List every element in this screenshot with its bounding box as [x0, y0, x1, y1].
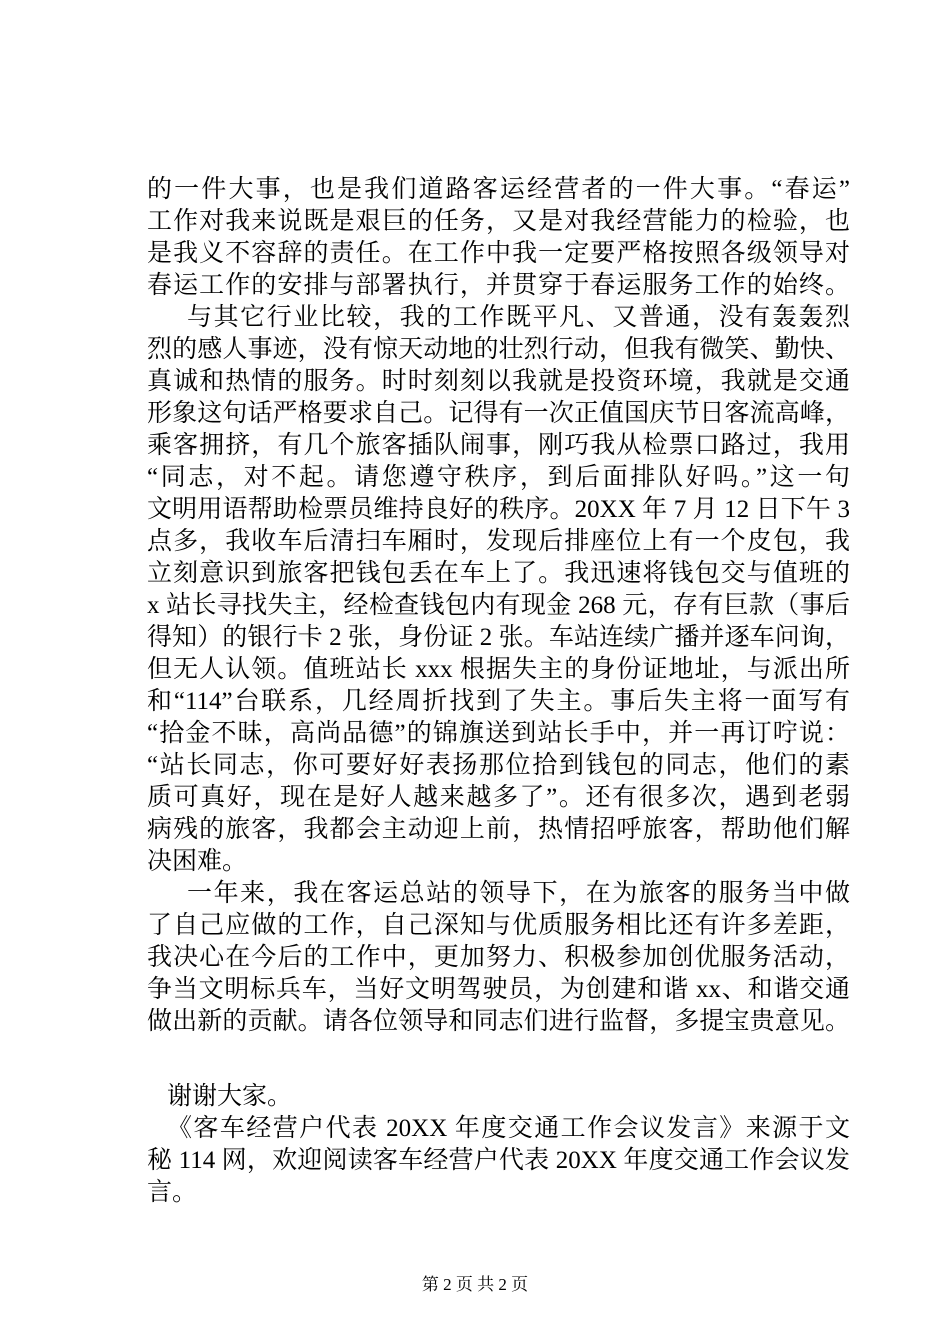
- body-text-line: “拾金不昧，高尚品德”的锦旗送到站长手中，并一再订咛说：: [147, 720, 850, 747]
- paragraph: [147, 174, 850, 302]
- body-text-line: 真诚和热情的服务。时时刻刻以我就是投资环境，我就是交通: [147, 368, 850, 395]
- body-text-line: 立刻意识到旅客把钱包丢在车上了。我迅速将钱包交与值班的: [147, 560, 850, 587]
- source-note: [147, 1113, 850, 1209]
- body-text-line: 点多，我收车后清扫车厢时，发现后排座位上有一个皮包，我: [147, 528, 850, 555]
- body-text-line: 病残的旅客，我都会主动迎上前，热情招呼旅客，帮助他们解: [147, 816, 850, 843]
- body-text-line: 了自己应做的工作，自己深知与优质服务相比还有许多差距，: [147, 912, 850, 939]
- body-text-line: 乘客拥挤，有几个旅客插队闹事，刚巧我从检票口路过，我用: [147, 432, 850, 459]
- body-text-line: 工作对我来说既是艰巨的任务，又是对我经营能力的检验，也: [147, 208, 850, 235]
- body-text-line: 与其它行业比较，我的工作既平凡、又普通，没有轰轰烈: [187, 304, 850, 331]
- body-text-line: 争当文明标兵车，当好文明驾驶员，为创建和谐 xx、和谐交通: [147, 976, 850, 1003]
- body-text-line: 文明用语帮助检票员维持良好的秩序。20XX 年 7 月 12 日下午 3: [147, 496, 850, 523]
- body-text-line: 谢谢大家。: [167, 1083, 293, 1110]
- body-text-line: 烈的感人事迹，没有惊天动地的壮烈行动，但我有微笑、勤快、: [147, 336, 850, 363]
- body-text-line: “同志，对不起。请您遵守秩序，到后面排队好吗。”这一句: [147, 464, 850, 491]
- body-text-line: x 站长寻找失主，经检查钱包内有现金 268 元，存有巨款（事后: [147, 592, 850, 619]
- document-body: [147, 174, 850, 1209]
- body-text-line: 的一件大事，也是我们道路客运经营者的一件大事。“春运”: [147, 176, 850, 203]
- body-text-line: 决困难。: [147, 848, 248, 875]
- body-text-line: 和“114”台联系，几经周折找到了失主。事后失主将一面写有: [147, 688, 850, 715]
- body-text-line: 做出新的贡献。请各位领导和同志们进行监督，多提宝贵意见。: [147, 1008, 850, 1035]
- body-text-line: 形象这句话严格要求自己。记得有一次正值国庆节日客流高峰，: [147, 400, 850, 427]
- body-text-line: 一年来，我在客运总站的领导下，在为旅客的服务当中做: [187, 880, 850, 907]
- closing-thanks: [147, 1081, 850, 1113]
- body-text-line: 但无人认领。值班站长 xxx 根据失主的身份证地址，与派出所: [147, 656, 850, 683]
- body-text-line: 春运工作的安排与部署执行，并贯穿于春运服务工作的始终。: [147, 272, 850, 299]
- paragraph: [147, 302, 850, 878]
- body-text-line: 我决心在今后的工作中，更加努力、积极参加创优服务活动，: [147, 944, 850, 971]
- body-text-line: “站长同志，你可要好好表扬那位拾到钱包的同志，他们的素: [147, 752, 850, 779]
- page-footer: 第 2 页 共 2 页: [421, 1275, 529, 1294]
- body-text-line: 是我义不容辞的责任。在工作中我一定要严格按照各级领导对: [147, 240, 850, 267]
- body-text-line: 质可真好，现在是好人越来越多了”。还有很多次，遇到老弱: [147, 784, 850, 811]
- body-text-line: 得知）的银行卡 2 张，身份证 2 张。车站连续广播并逐车问询，: [147, 624, 850, 651]
- body-text-line: 言。: [147, 1179, 198, 1206]
- body-text-line: 秘 114 网，欢迎阅读客车经营户代表 20XX 年度交通工作会议发: [147, 1147, 850, 1174]
- body-text-line: 《客车经营户代表 20XX 年度交通工作会议发言》来源于文: [167, 1115, 850, 1142]
- paragraph: [147, 878, 850, 1038]
